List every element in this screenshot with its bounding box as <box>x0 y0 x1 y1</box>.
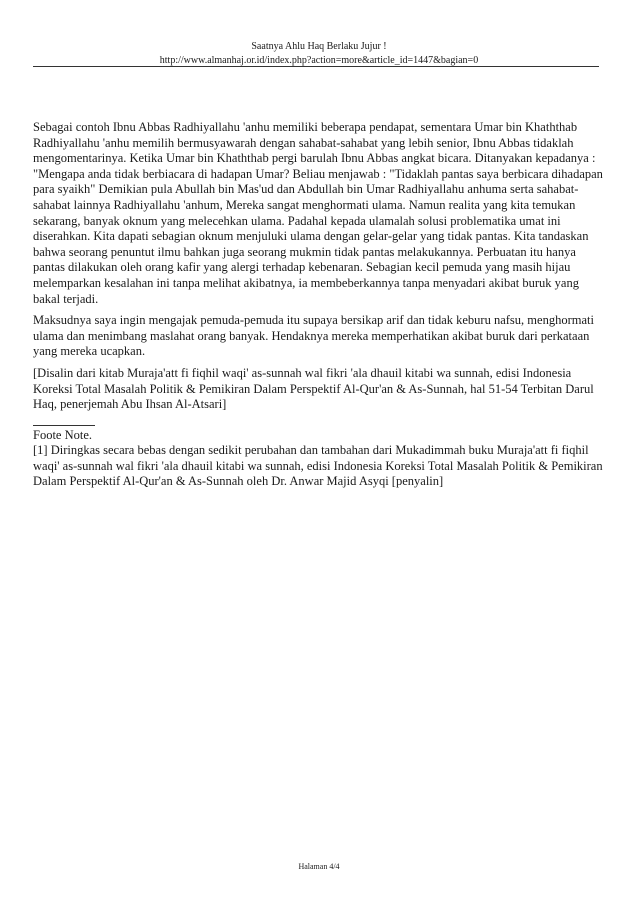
footnote-1: [1] Diringkas secara bebas dengan sedikit perubahan dan tambahan dari Mukadimmah buku Muraja'att fi fiqhil waqi' as-sunnah wal fikri 'ala dhauil kitabi wa sunnah, edisi Indonesia Koreksi Total Masalah Politik & Pemikiran Dalam Perspektif Al-Qur'an & As-Sunnah oleh Dr. Anwar Majid Asyqi [penyalin] <box>33 443 603 489</box>
footnotes-section <box>33 419 603 490</box>
article-body <box>33 120 603 496</box>
header-divider <box>33 66 599 67</box>
footnote-heading: Foote Note. <box>33 425 95 444</box>
page-header <box>0 40 638 68</box>
document-title: Saatnya Ahlu Haq Berlaku Jujur ! <box>251 41 387 52</box>
paragraph-2: Maksudnya saya ingin mengajak pemuda-pemuda itu supaya bersikap arif dan tidak keburu nafsu, menghormati ulama dan menimbang maslahat orang banyak. Hendaknya mereka memperhatikan akibat buruk dari perkataan yang mereka ucapkan. <box>33 313 594 359</box>
page-number: Halaman 4/4 <box>298 862 340 871</box>
paragraph-1: Sebagai contoh Ibnu Abbas Radhiyallahu 'anhu memiliki beberapa pendapat, sementara Umar bin Khaththab Radhiyallahu 'anhu memilih bermusyawarah dengan sahabat-sahabat yang lebih senior, Ibnu Abbas tidaklah mengomentarinya. Ketika Umar bin Khaththab pergi barulah Ibnu Abbas angkat bicara. Ditanyakan kepadanya : "Mengapa anda tidak berbiacara di hadapan Umar? Beliau menjawab : "Tidaklah pantas saya berbicara dihadapan para syaikh" Demikian pula Abullah bin Mas'ud dan Abdullah bin Umar Radhiyallahu anhuma serta sahabat-sahabat lainnya Radhiyallahu 'anhum, Mereka sangat menghormati ulama. Namun realita yang kita temukan sekarang, banyak oknum yang melecehkan ulama. Padahal kepada ulamalah solusi problematika umat ini diserahkan. Kita dapati sebagian oknum menjuluki ulama dengan gelar-gelar yang tidak pantas. Kita tandaskan bahwa seorang penuntut ilmu bahkan juga seorang mukmin tidak pantas melakukannya. Perbuatan itu hanya pantas dilakukan oleh orang kafir yang alergi terhadap kebenaran. Sebagian kecil pemuda yang masih hijau melemparkan kesalahan ini tanpa melihat akibatnya, ia membeberkannya tanpa menyadari akibat buruk yang bakal terjadi. <box>33 120 603 306</box>
source-url[interactable]: http://www.almanhaj.or.id/index.php?action=more&article_id=1447&bagian=0 <box>159 55 479 66</box>
paragraph-3-citation: [Disalin dari kitab Muraja'att fi fiqhil waqi' as-sunnah wal fikri 'ala dhauil kitabi wa sunnah, edisi Indonesia Koreksi Total Masalah Politik & Pemikiran Dalam Perspektif Al-Qur'an & As-Sunnah, hal 51-54 Terbitan Darul Haq, penerjemah Abu Ihsan Al-Atsari] <box>33 365 594 412</box>
